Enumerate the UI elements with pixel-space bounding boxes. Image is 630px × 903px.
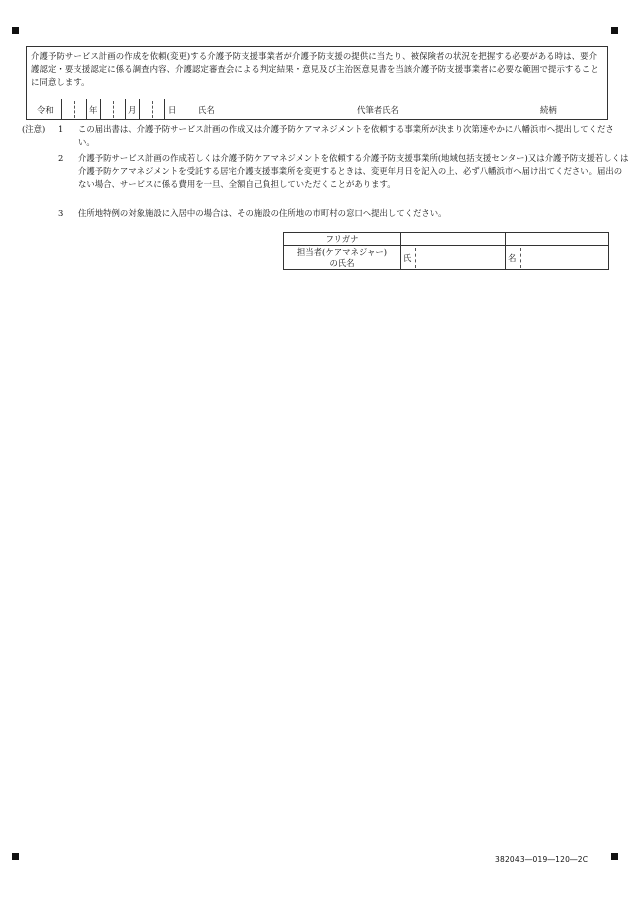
note-text: 介護予防サービス計画の作成若しくは介護予防ケアマネジメントを依頼する介護予防支援事業所(地域包括支援センター)又は介護予防支援若しくは介護予防ケアマネジメントを受託する居宅介護支援事業所を変更するときは、変更年月日を記入の上、必ず八幡浜市へ届け出てください。届出のない場合、サービスに係る費用を一旦、全額自己負担していただくことがあります。 bbox=[78, 153, 629, 189]
note-number: 3 bbox=[58, 208, 64, 218]
note-item bbox=[58, 207, 630, 220]
care-manager-label-line2: の氏名 bbox=[329, 257, 355, 268]
care-manager-name-label bbox=[284, 246, 401, 270]
note-text: この届出書は、介護予防サービス計画の作成又は介護予防ケアマネジメントを依頼する事業所が決まり次第速やかに八幡浜市へ提出してください。 bbox=[78, 124, 614, 147]
given-name-divider bbox=[520, 248, 521, 268]
care-manager-label-line1: 担当者(ケアマネジャー) bbox=[296, 246, 388, 257]
day-field[interactable] bbox=[139, 99, 165, 120]
signature-row bbox=[27, 99, 607, 120]
day-label: 日 bbox=[168, 105, 177, 115]
era-label: 令和 bbox=[37, 105, 54, 115]
month-label: 月 bbox=[128, 105, 137, 115]
year-field[interactable] bbox=[61, 99, 87, 120]
furigana-label: フリガナ bbox=[284, 233, 401, 246]
note-item bbox=[58, 152, 630, 191]
consent-section bbox=[26, 46, 608, 120]
given-name-mark: 名 bbox=[508, 253, 517, 263]
notes-heading: (注意) bbox=[22, 124, 46, 134]
surname-mark: 氏 bbox=[403, 253, 412, 263]
furigana-given-field[interactable] bbox=[506, 233, 609, 246]
note-item bbox=[58, 123, 630, 149]
given-name-field[interactable] bbox=[506, 246, 609, 270]
care-manager-table bbox=[283, 232, 609, 270]
year-label: 年 bbox=[89, 105, 98, 115]
relation-label: 続柄 bbox=[540, 105, 557, 115]
registration-mark-top-right bbox=[611, 27, 618, 34]
proxy-name-label: 代筆者氏名 bbox=[357, 105, 399, 115]
registration-mark-bottom-right bbox=[611, 853, 618, 860]
form-code: 382043―019―120―2C bbox=[495, 855, 589, 864]
surname-field[interactable] bbox=[401, 246, 506, 270]
surname-divider bbox=[415, 248, 416, 268]
name-label: 氏名 bbox=[198, 105, 215, 115]
note-number: 2 bbox=[58, 153, 64, 163]
furigana-surname-field[interactable] bbox=[401, 233, 506, 246]
note-number: 1 bbox=[58, 124, 64, 134]
month-field[interactable] bbox=[100, 99, 126, 120]
consent-statement: 介護予防サービス計画の作成を依頼(変更)する介護予防支援事業者が介護予防支援の提供に当たり、被保険者の状況を把握する必要がある時は、要介護認定・要支援認定に係る調査内容、介護認定審査会による判定結果・意見及び主治医意見書を当該介護予防支援事業者に必要な範囲で提示することに同意します。 bbox=[31, 51, 599, 87]
note-text: 住所地特例の対象施設に入居中の場合は、その施設の住所地の市町村の窓口へ提出してください。 bbox=[78, 208, 447, 218]
registration-mark-top-left bbox=[12, 27, 19, 34]
registration-mark-bottom-left bbox=[12, 853, 19, 860]
